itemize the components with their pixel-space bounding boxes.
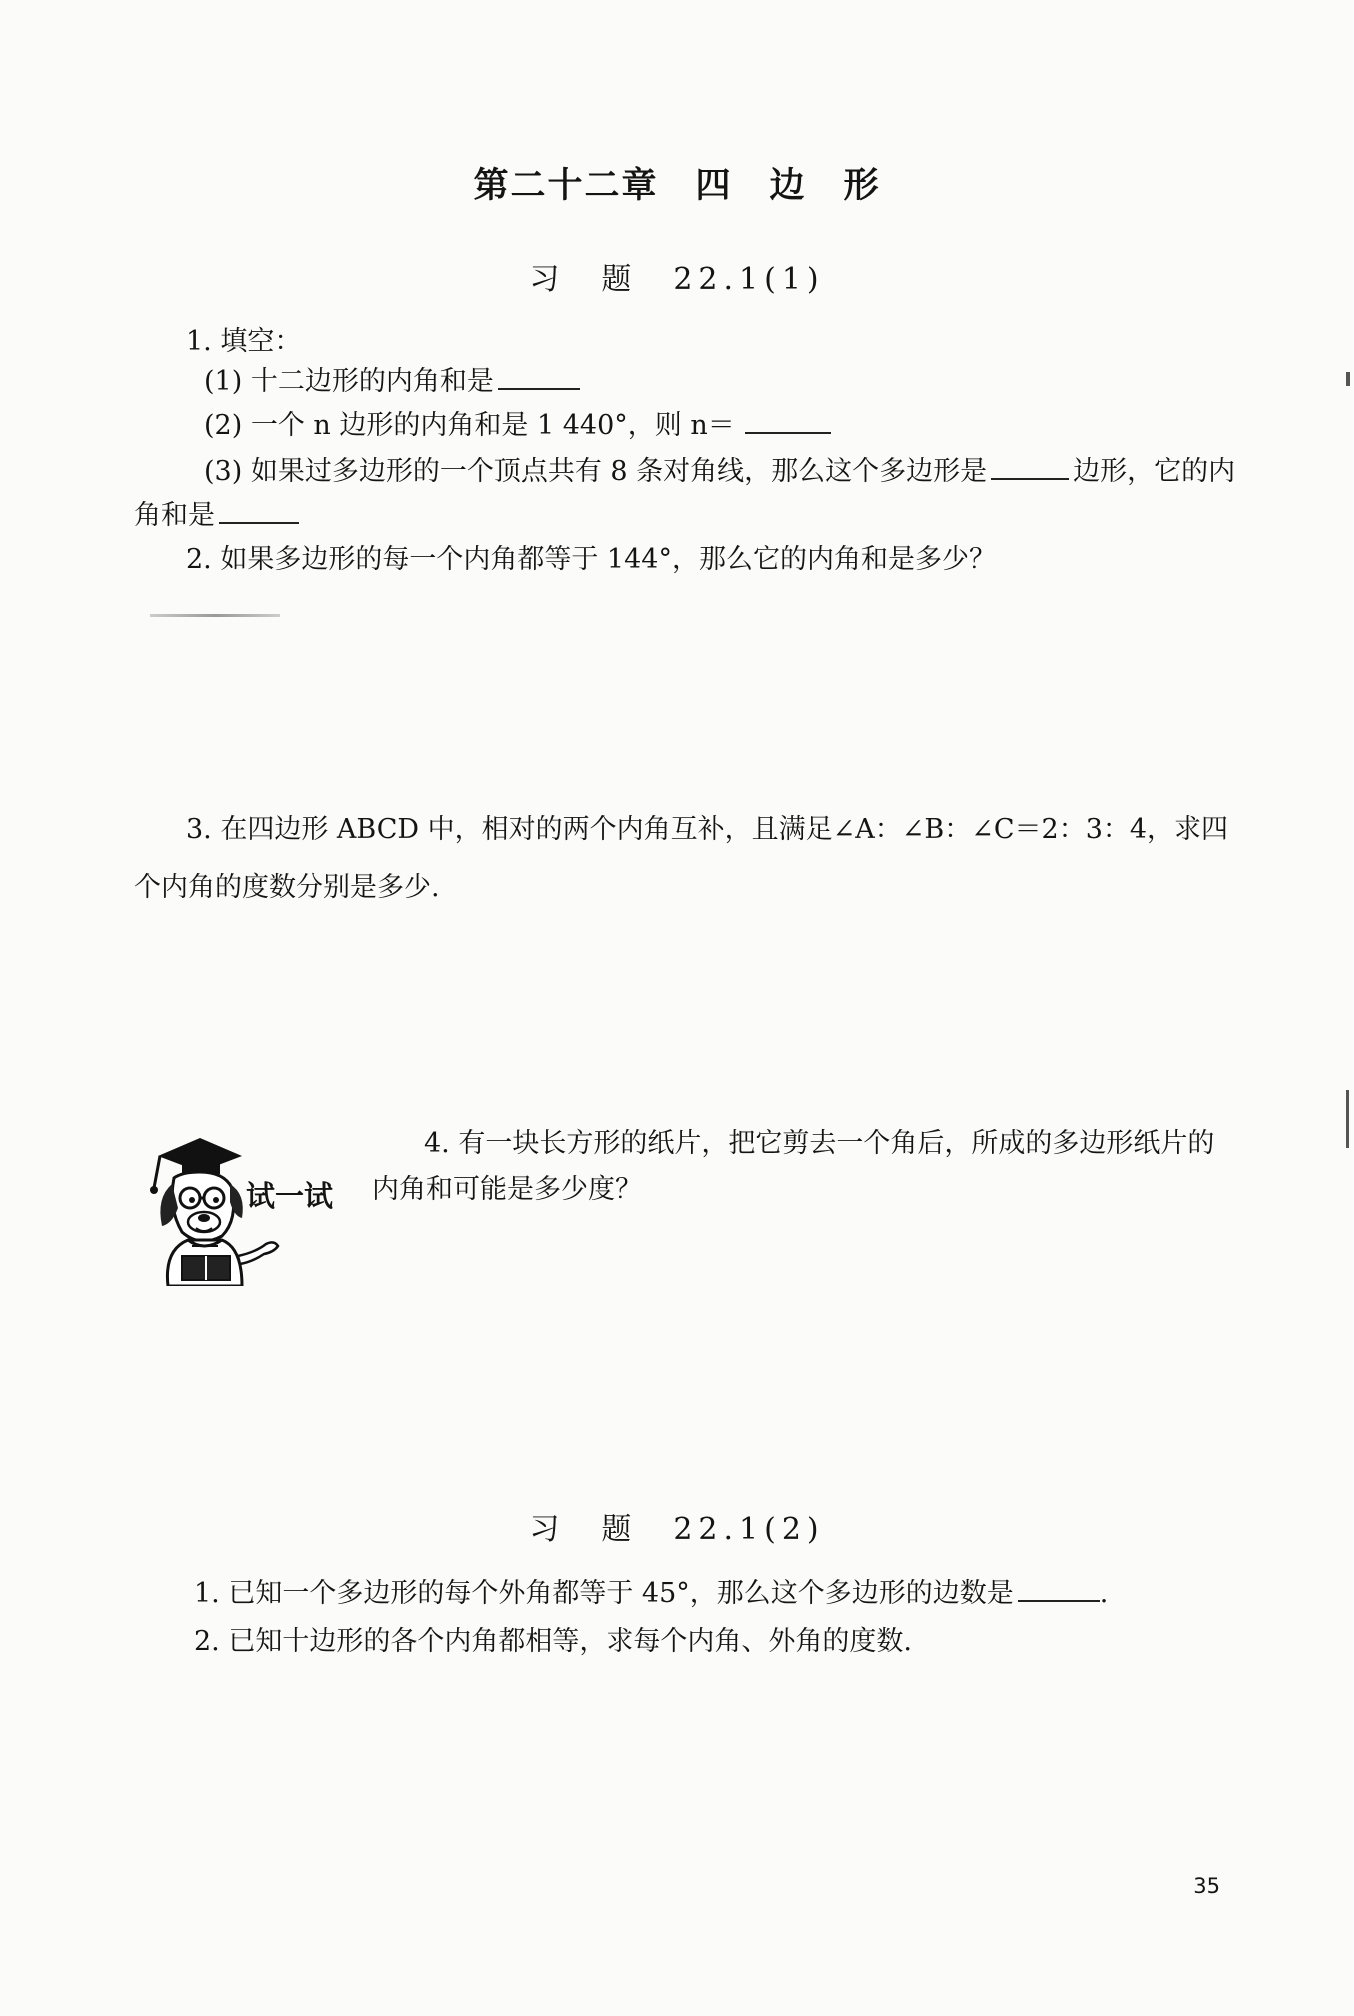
q1-3	[204, 452, 1235, 492]
q2	[186, 540, 996, 580]
scan-edge-mark	[1346, 1090, 1349, 1148]
q1-1-text: (1) 十二边形的内角和是	[204, 366, 494, 397]
q1-3-blank-angle-sum[interactable]	[219, 500, 299, 524]
q1-2	[204, 406, 831, 446]
s2-q2-text: 2. 已知十边形的各个内角都相等，求每个内角、外角的度数.	[194, 1626, 912, 1657]
q1-2-text: (2) 一个 n 边形的内角和是 1 440°，则 n＝	[204, 410, 735, 441]
q3-text-line1: 3. 在四边形 ABCD 中，相对的两个内角互补，且满足∠A：∠B：∠C＝2：3：4，求四	[186, 814, 1229, 845]
q1-2-blank[interactable]	[745, 410, 831, 434]
s2-q1-end: .	[1099, 1578, 1109, 1609]
q4-text-line2: 内角和可能是多少度？	[372, 1174, 642, 1205]
q3-text-line2: 个内角的度数分别是多少.	[134, 872, 440, 903]
s2-q1-text: 1. 已知一个多边形的每个外角都等于 45°，那么这个多边形的边数是	[194, 1578, 1014, 1609]
try-it-label: 试一试	[246, 1179, 334, 1213]
q1-intro	[186, 322, 301, 362]
scan-edge-mark	[1346, 372, 1350, 386]
q1-3-blank-sides[interactable]	[991, 456, 1069, 480]
s2-q2	[194, 1622, 912, 1662]
q1-3-mid-text: 边形，它的内	[1073, 456, 1236, 487]
q4	[424, 1124, 1214, 1164]
q1-1	[204, 362, 580, 402]
scan-smudge	[150, 614, 280, 617]
q1-1-blank[interactable]	[498, 366, 580, 390]
q1-3-text: (3) 如果过多边形的一个顶点共有 8 条对角线，那么这个多边形是	[204, 456, 988, 487]
s2-q1-blank[interactable]	[1018, 1578, 1100, 1602]
q4-line2	[372, 1170, 642, 1210]
q1-intro-text: 1. 填空：	[186, 326, 302, 357]
section-title-22-1-1: 习 题 22.1(1)	[529, 262, 825, 297]
chapter-title: 第二十二章 四 边 形	[473, 166, 881, 206]
q2-text: 2. 如果多边形的每一个内角都等于 144°，那么它的内角和是多少？	[186, 544, 996, 575]
q4-text-line1: 4. 有一块长方形的纸片，把它剪去一个角后，所成的多边形纸片的	[424, 1128, 1215, 1159]
section-title-22-1-2: 习 题 22.1(2)	[529, 1512, 825, 1547]
s2-q1	[194, 1574, 1108, 1614]
q3	[186, 810, 1228, 850]
q1-3-line2	[134, 496, 299, 536]
q1-3-line2-text: 角和是	[134, 500, 215, 531]
q3-line2	[134, 868, 440, 908]
page-number: 35	[1193, 1874, 1220, 1898]
